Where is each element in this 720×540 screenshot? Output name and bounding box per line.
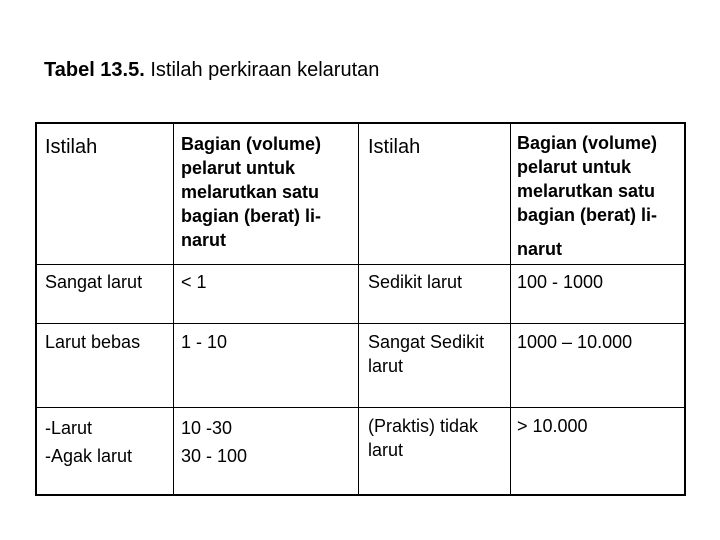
row-divider	[37, 323, 684, 324]
header-line: bagian (berat) li-	[181, 206, 322, 226]
table-cell: Larut bebas	[45, 332, 141, 352]
row-divider	[37, 264, 684, 265]
table-cell: Sangat larut	[45, 272, 143, 292]
cell-line: larut	[368, 356, 404, 376]
cell-line: -Larut	[45, 418, 93, 438]
header-line: pelarut untuk	[181, 158, 296, 178]
table-cell	[181, 414, 247, 470]
header-line: pelarut untuk	[517, 157, 632, 177]
header-line: melarutkan satu	[517, 181, 656, 201]
column-divider	[173, 124, 174, 494]
table-cell	[45, 414, 132, 470]
solubility-table	[35, 122, 686, 496]
cell-line: 30 - 100	[181, 446, 248, 466]
column-divider	[510, 124, 511, 494]
cell-line: Sangat Sedikit	[368, 332, 485, 352]
cell-line: 10 -30	[181, 418, 233, 438]
header-line: Bagian (volume)	[517, 133, 658, 153]
header-volume-ratio	[181, 132, 321, 252]
header-term: Istilah	[45, 136, 98, 158]
table-number: Tabel 13.5.	[44, 59, 145, 81]
column-divider	[358, 124, 359, 494]
table-cell: < 1	[181, 272, 207, 292]
cell-line: (Praktis) tidak	[368, 416, 479, 436]
table-cell: 1000 – 10.000	[517, 332, 633, 352]
cell-line: -Agak larut	[45, 446, 133, 466]
header-line: Bagian (volume)	[181, 134, 322, 154]
header-volume-ratio-2	[517, 131, 657, 261]
table-caption	[44, 56, 379, 84]
table-cell: 1 - 10	[181, 332, 228, 352]
table-cell: Sedikit larut	[368, 272, 463, 292]
header-term-2: Istilah	[368, 136, 421, 158]
header-line: narut	[517, 239, 562, 259]
row-divider	[37, 407, 684, 408]
table-cell: 100 - 1000	[517, 272, 604, 292]
header-line: narut	[181, 230, 226, 250]
cell-line: larut	[368, 440, 404, 460]
table-title: Istilah perkiraan kelarutan	[150, 59, 380, 81]
table-cell: > 10.000	[517, 416, 588, 436]
table-cell	[368, 414, 478, 462]
table-cell	[368, 330, 484, 378]
header-line: bagian (berat) li-	[517, 205, 658, 225]
header-line: melarutkan satu	[181, 182, 320, 202]
